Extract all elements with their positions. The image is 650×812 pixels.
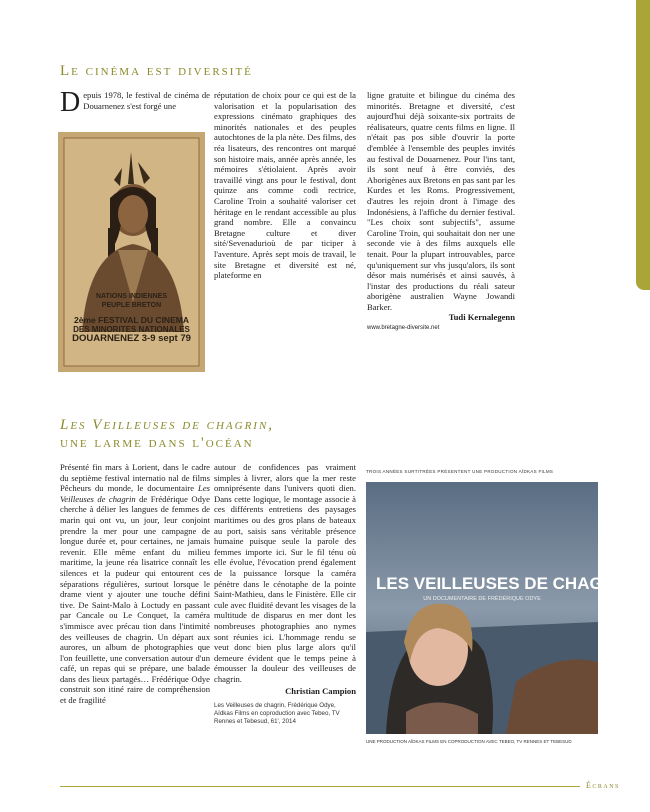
section1-col3 [367,90,515,331]
section1-url[interactable]: www.bretagne-diversite.net [367,325,440,332]
section2-col1-text-b: de Frédérique Odye cherche à délier les langues de femmes de marin qui ont vu, un jour, leur conjoint prendre la mer pour une campagne de longue durée et, pour certaines, ne jamais revenir. Elle même enfant du milieu maritime, la jeune réa lisatrice connaît les silences et la pudeur qui entourent ces séparations régulières, surtout lorsque le drame vient y ajouter une touche défini tive. De Saint-Malo à Loctudy en passant par Cancale ou Le Conquet, la caméra s'immisce avec précau tion dans l'intimité des veilleuses de chagrin. Un départ aux aurores, un album de photographies que l'on feuillette, une conversation autour d'un café, un repas qui se prépare, une balade dans des lieux partagés… Frédérique Odye construit son itiné raire de compréhension et de fragilité [60,493,210,706]
section2-title-line2: une larme dans l'océan [60,435,254,451]
film-bottom-credit: UNE PRODUCTION AÏDKAS FILMS EN COPRODUCTION AVEC TEBEO, TV RENNES ET TEBESUD [366,739,572,744]
section2-title-line1: Les Veilleuses de chagrin, [60,417,275,433]
section2-col1 [60,462,210,706]
section1-col3-text: ligne gratuite et bilingue du cinéma des minorités. Bretagne et diversité, c'est aujourd'hui déjà soixante-six portraits de réalisateurs, quatre cents films en ligne. Il n'était pas pos sible d'ouvrir la porte d'emblée à l'ensemble des peuples invités au festival de Douarnenez. Pour l'ins tant, ils sont neuf à être conviés, des Aborigènes aux Bretons en pas sant par les Kurdes et les Roms. Progressivement, d'autres les rejoin dront à l'image des Indonésiens, à l'affiche du dernier festival. "Les choix sont subjectifs", assume Caroline Troin, qui souhaitait don ner une seconde vie à des films auxquels elle tenait. Pour la plupart introuvables, parce qu'uniquement sur vhs jusqu'alors, ils sont désor mais numérisés et ainsi sauvés, à l'instar des productions du réali sateur aborigène australien Wayne Jowandi Barker. [367,90,515,312]
film-top-credit: TROIS ANNÉES SURTITRÉES PRÉSENTENT UNE PRODUCTION AÏDKAS FILMS [366,469,554,474]
poster-line3: 2ème FESTIVAL DU CINEMA [74,315,189,325]
section1-col2-text: réputation de choix pour ce qui est de la valorisation et la popularisation des expressions cinémato graphiques des minorités nationales et des peuples autochtones de la pla nète. Des films, des réa lisateurs, des rencontres ont marqué son histoire mais, année après année, les mémoires s'étiolaient. Après avoir travaillé vingt ans pour le festival, dont quinze ans comme codi rectrice, Caroline Troin a souhaité valoriser cet héritage en le rendant accessible au plus grand nombre. Elle a convaincu Bretagne culture et diver sité/Sevenadurioù de par ticiper à l'aventure. Après sept mois de travail, le site Bretagne et diversité est né, plateforme en [214,90,356,281]
poster-line1: NATIONS INDIENNES [95,293,168,300]
poster-line2: PEUPLE BRETON [101,302,162,309]
poster-line4: DES MINORITES NATIONALES [73,325,190,334]
section2-col2-text: autour de confidences pas vraiment simples à livrer, alors que la mer reste omniprésente dans l'univers quoti dien. Dans cette logique, le montage associe à ces différents entretiens des paysages maritimes ou des gros plans de bateaux au port, saisis sans véritable présence humaine puisque seule la parole des femmes importe ici. Sur le fil ténu où elle évolue, l'évocation prend également de la puissance lorsque la caméra pénètre dans le cénotaphe de la pointe Saint-Mathieu, dans le Finistère. Elle cir cule avec fluidité devant les visages de la multitude de disparus en mer dont les nombreuses photographies ano nymes sont réunies ici. L'hommage rendu se veut donc bien plus large alors qu'il demeure évident que le temps peine à émousser la douleur des veilleuses de chagrin. [214,462,356,684]
section1-signature: Tudi Kernalegenn [448,312,515,323]
dropcap: D [60,87,81,118]
section2-col2 [214,462,356,726]
poster-line5: DOUARNENEZ 3-9 sept 79 [72,333,191,344]
section2-signature: Christian Campion [285,686,356,697]
section2-title [60,416,274,452]
footer-section-label: Écrans [586,781,620,790]
section2-film-title-inline: Les Veilleuses de chagrin [60,483,210,504]
section1-col1-text: epuis 1978, le festival de cinéma de Douarnenez s'est forgé une [83,90,210,111]
section1-col2 [214,90,356,281]
festival-poster [58,132,205,372]
footer-rule [60,786,580,787]
film-poster-artwork [366,482,632,734]
section2-caption: Les Veilleuses de chagrin, Frédérique Odye, Aïdkas Films en coproduction avec Tebeo, TV Rennes et Tebesud, 61', 2014 [214,702,340,726]
film-title: LES VEILLEUSES DE CHAGRIN [376,574,632,593]
film-poster [366,482,632,734]
film-subtitle: UN DOCUMENTAIRE DE FRÉDÉRIQUE ODYE [423,596,541,602]
side-tab-marker [636,0,650,290]
section1-col1 [60,87,210,118]
section1-title: Le cinéma est diversité [60,63,253,79]
section2-col1-text-a: Présenté fin mars à Lorient, dans le cadre du septième festival internatio nal de films Pêcheurs du monde, le documentaire [60,462,210,494]
